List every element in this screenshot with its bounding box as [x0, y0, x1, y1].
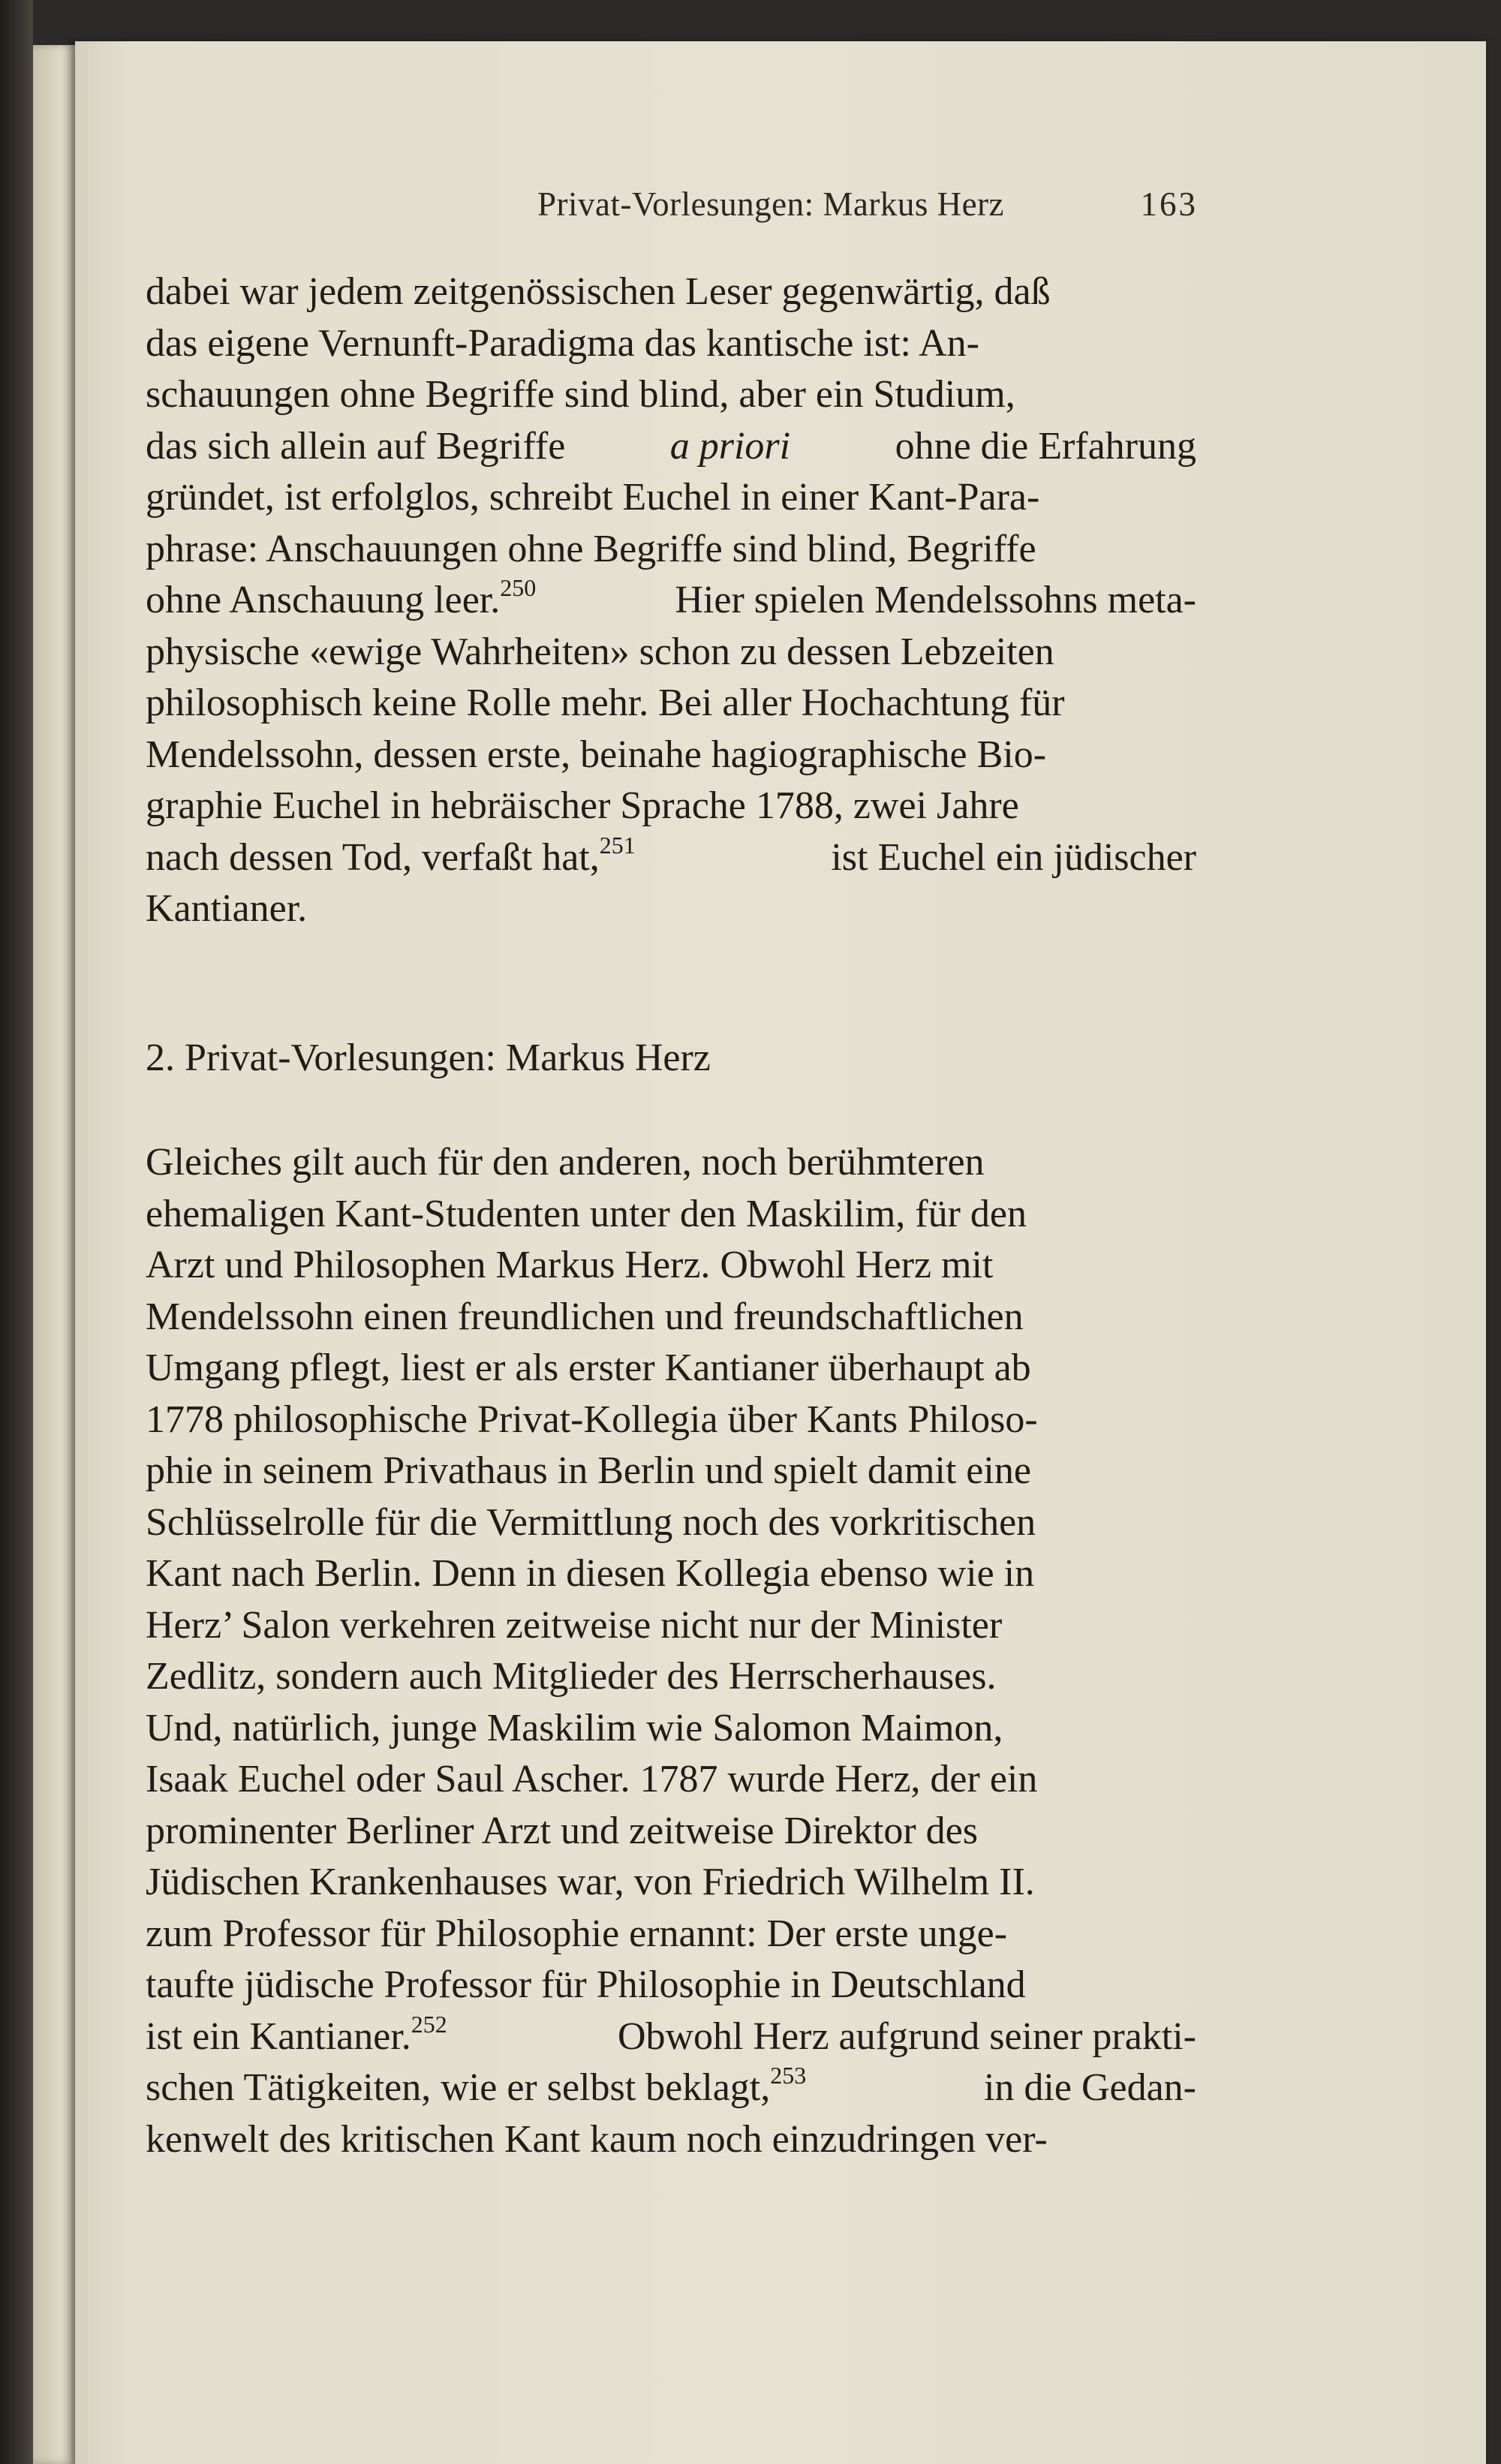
text-line: 1778 philosophische Privat-Kollegia über Kants Philoso- [146, 1397, 1038, 1441]
paragraph-2 [146, 1137, 1196, 2165]
text-line: Isaak Euchel oder Saul Ascher. 1787 wurde Herz, der ein [146, 1758, 1038, 1801]
running-head-title: Privat-Vorlesungen: Markus Herz [537, 185, 1005, 223]
text-line: Schlüsselrolle für die Vermittlung noch des vorkritischen [146, 1500, 1036, 1544]
text-line: physische «ewige Wahrheiten» schon zu dessen Lebzeiten [146, 630, 1054, 673]
text-line: Umgang pflegt, liest er als erster Kantianer überhaupt ab [146, 1346, 1031, 1389]
text-line: Und, natürlich, junge Maskilim wie Salomon Maimon, [146, 1706, 1003, 1749]
footnote-ref-252: 252 [411, 2010, 447, 2038]
text-line: schauungen ohne Begriffe sind blind, aber ein Studium, [146, 373, 1015, 416]
footnote-ref-253: 253 [770, 2062, 807, 2089]
text-line: das sich allein auf Begriffe a priori ohne die Erfahrung [146, 421, 1196, 473]
text-line: nach dessen Tod, verfaßt hat,$^{251}$ ist Euchel ein jüdischer [146, 831, 1196, 879]
text-line: taufte jüdische Professor für Philosophie in Deutschland [146, 1963, 1026, 2006]
text-line: Mendelssohn, dessen erste, beinahe hagiographische Bio- [146, 733, 1047, 776]
text-line: phie in seinem Privathaus in Berlin und spielt damit eine [146, 1449, 1031, 1492]
text-line: Jüdischen Krankenhauses war, von Friedrich Wilhelm II. [146, 1861, 1035, 1903]
running-head [537, 185, 1198, 224]
text-line: Herz’ Salon verkehren zeitweise nicht nur der Minister [146, 1603, 1003, 1647]
text-line: graphie Euchel in hebräischer Sprache 1788, zwei Jahre [146, 784, 1019, 827]
text-line: Gleiches gilt auch für den anderen, noch berühmteren [146, 1141, 985, 1184]
section-heading: 2. Privat-Vorlesungen: Markus Herz [146, 1036, 711, 1079]
text-line: Kantianer. [146, 887, 308, 930]
page-number: 163 [1140, 185, 1198, 223]
text-line: philosophisch keine Rolle mehr. Bei aller Hochachtung für [146, 681, 1065, 724]
text-line: Kant nach Berlin. Denn in diesen Kollegia ebenso wie in [146, 1552, 1035, 1595]
text-line: phrase: Anschauungen ohne Begriffe sind blind, Begriffe [146, 527, 1036, 570]
book-spine-shadow [0, 0, 33, 2464]
text-line: ehemaligen Kant-Studenten unter den Maskilim, für den [146, 1192, 1027, 1235]
text-line: dabei war jedem zeitgenössischen Leser gegenwärtig, daß [146, 270, 1051, 313]
text-line: zum Professor für Philosophie ernannt: Der erste unge- [146, 1912, 1008, 1955]
text-line: Zedlitz, sondern auch Mitglieder des Herrscherhauses. [146, 1655, 997, 1698]
text-line: Mendelssohn einen freundlichen und freundschaftlichen [146, 1295, 1024, 1338]
text-line: kenwelt des kritischen Kant kaum noch einzudringen ver- [146, 2117, 1048, 2161]
text-line: das eigene Vernunft-Paradigma das kantische ist: An- [146, 321, 979, 365]
text-line: schen Tätigkeiten, wie er selbst beklagt,$^{253}$ in die Gedan- [146, 2062, 1196, 2109]
text-line: ohne Anschauung leer.$^{250}$ Hier spielen Mendelssohns meta- [146, 574, 1196, 621]
italic-term: a priori [669, 424, 791, 468]
paragraph-1 [146, 266, 1196, 935]
previous-page-edge [33, 45, 78, 2464]
text-line: prominenter Berliner Arzt und zeitweise Direktor des [146, 1809, 978, 1852]
text-line: ist ein Kantianer.$^{252}$ Obwohl Herz aufgrund seiner prakti- [146, 2010, 1196, 2058]
text-line: gründet, ist erfolglos, schreibt Euchel in einer Kant-Para- [146, 476, 1040, 519]
footnote-ref-251: 251 [599, 831, 636, 859]
footnote-ref-250: 250 [500, 574, 537, 601]
text-line: Arzt und Philosophen Markus Herz. Obwohl Herz mit [146, 1244, 994, 1286]
